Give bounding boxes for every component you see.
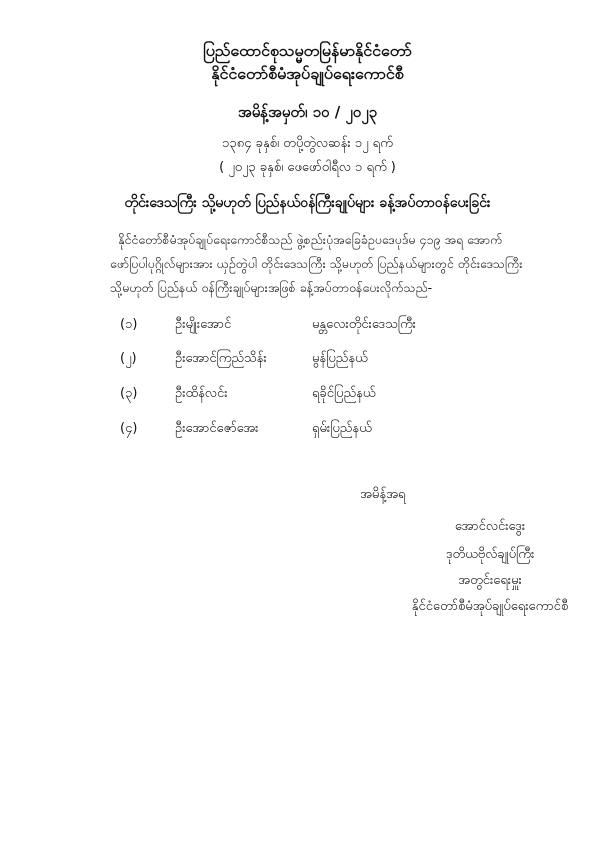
appointee-name: ဦးမျိုးအောင် — [175, 317, 232, 332]
appointee-name: ဦးအောင်ဇော်အေး — [175, 421, 259, 436]
signatory-body: နိုင်ငံတော်စီမံအုပ်ချုပ်ရေးကောင်စီ — [411, 599, 569, 614]
appointment-number: (၂) — [120, 351, 137, 366]
appointee-name: ဦးအောင်ကြည်သိန်း — [175, 351, 267, 366]
signatory-name: အောင်လင်းဒွေး — [454, 519, 526, 534]
signatory-role: အတွင်းရေးမှူး — [458, 573, 522, 588]
appointment-region: မွန်ပြည်နယ် — [312, 351, 368, 366]
appointment-region: မန္တလေးတိုင်းဒေသကြီး — [312, 317, 416, 332]
by-order-label: အမိန့်အရ — [360, 487, 406, 502]
appointment-region: ရခိုင်ပြည်နယ် — [312, 386, 376, 401]
date-myanmar: ၁၃၈၄ ခုနှစ်၊ တပို့တွဲလဆန်း ၁၂ ရက် — [222, 136, 393, 151]
appointment-region: ရှမ်းပြည်နယ် — [312, 421, 372, 436]
signatory-rank: ဒုတိယဗိုလ်ချုပ်ကြီး — [445, 547, 535, 562]
appointee-name: ဦးထိန်လင်း — [175, 386, 228, 401]
body-line-1: နိုင်ငံတော်စီမံအုပ်ချုပ်ရေးကောင်စီသည် ဖွဲ့စည်းပုံအခြေခံဥပဒေပုဒ်မ ၄၁၉ အရ အောက် — [118, 232, 503, 247]
date-gregorian: ( ၂၀၂၃ ခုနှစ်၊ ဖေဖော်ဝါရီလ ၁ ရက် ) — [219, 160, 396, 175]
body-line-3: သို့မဟုတ် ပြည်နယ် ဝန်ကြီးချုပ်များအဖြစ် ခန့်အပ်တာဝန်ပေးလိုက်သည်- — [110, 280, 433, 295]
header-country: ပြည်ထောင်စုသမ္မတမြန်မာနိုင်ငံတော် — [203, 41, 412, 60]
order-number: အမိန့်အမှတ်၊ ၁၀ / ၂၀၂၃ — [237, 103, 378, 121]
appointment-number: (၃) — [120, 386, 138, 401]
appointment-number: (၄) — [120, 421, 138, 436]
subject-title: တိုင်းဒေသကြီး သို့မဟုတ် ပြည်နယ်ဝန်ကြီးချုပ်များ ခန့်အပ်တာဝန်ပေးခြင်း — [124, 195, 491, 211]
body-line-2: ဖော်ပြပါပုဂ္ဂိုလ်များအား ယှဉ်တွဲပါ တိုင်းဒေသကြီး သို့မဟုတ် ပြည်နယ်များတွင် တိုင်းဒေသကြီး — [110, 256, 523, 271]
appointment-number: (၁) — [120, 317, 138, 332]
header-council: နိုင်ငံတော်စီမံအုပ်ချုပ်ရေးကောင်စီ — [211, 64, 404, 83]
